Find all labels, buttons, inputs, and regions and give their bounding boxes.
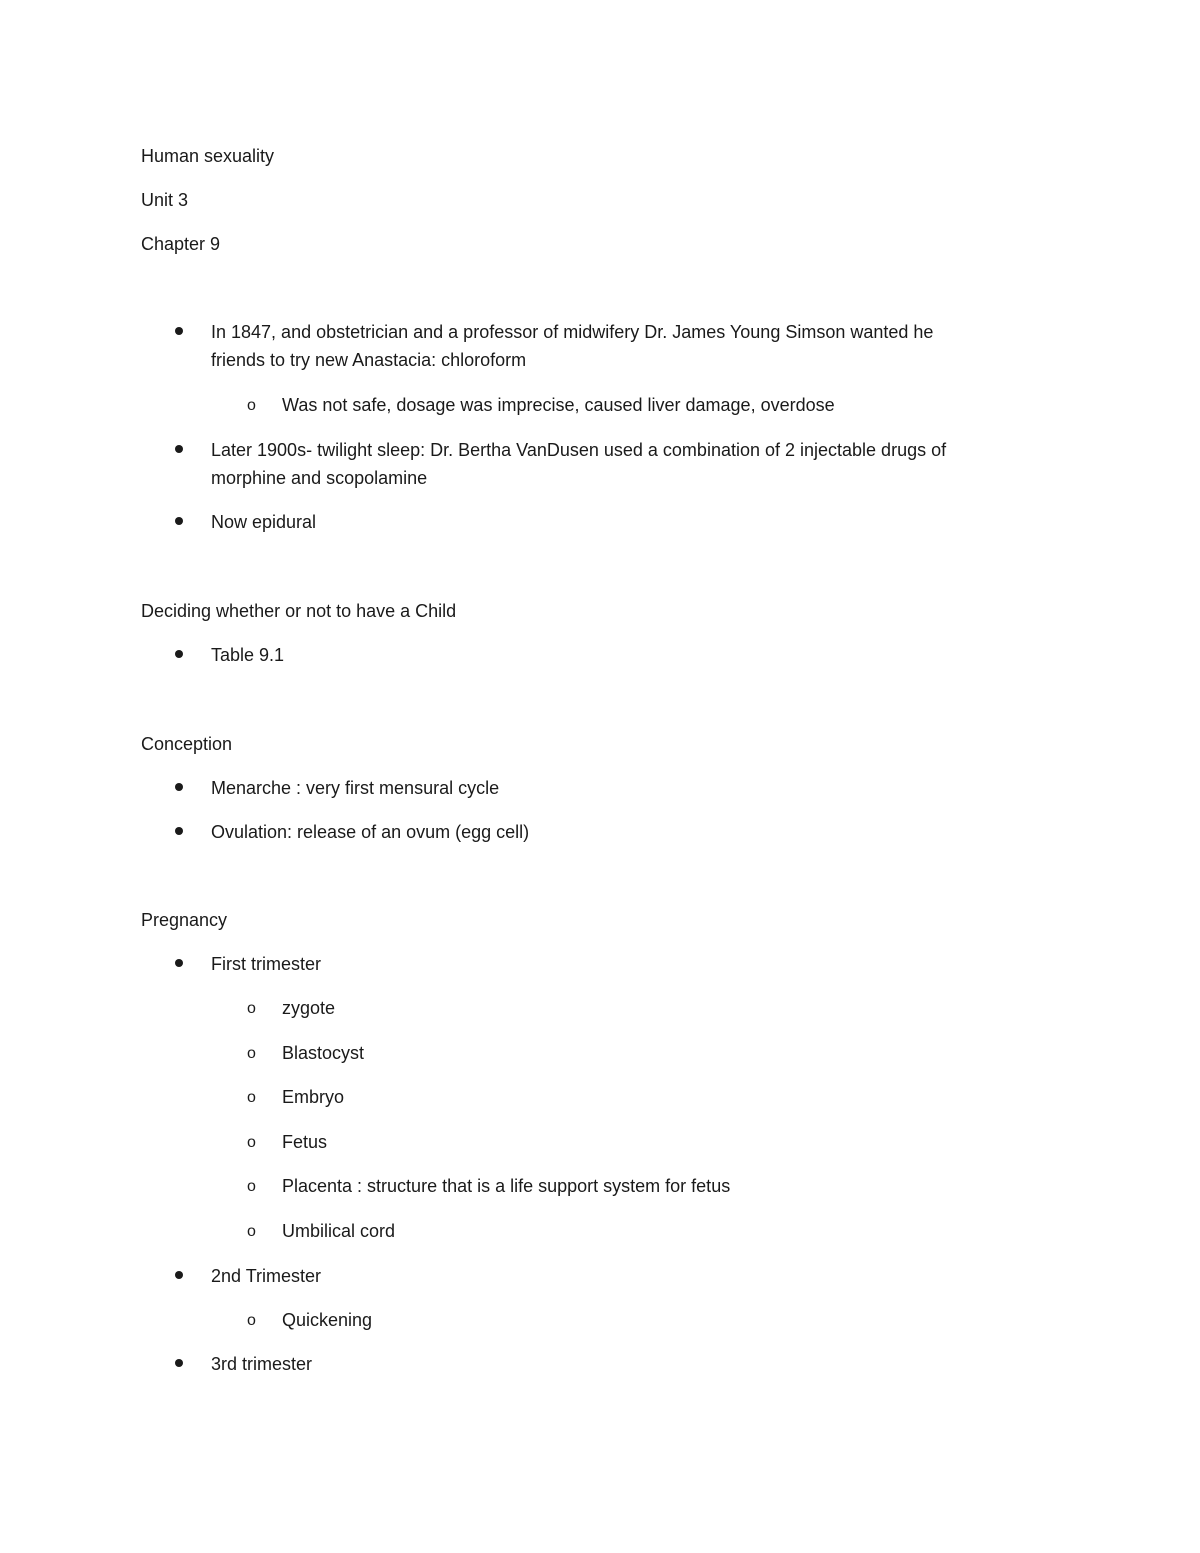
- sub-bullet-marker: o: [247, 1134, 256, 1151]
- bullet-marker: [175, 827, 183, 835]
- sub-bullet-marker: o: [247, 1178, 256, 1195]
- first-trimester-sub-5: Placenta : structure that is a life support system for fetus: [282, 1176, 731, 1196]
- deciding-item-1: Table 9.1: [211, 645, 285, 665]
- intro-item-2-line-2: morphine and scopolamine: [211, 468, 428, 488]
- first-trimester-sub-6: Umbilical cord: [282, 1221, 396, 1241]
- sub-bullet-marker: o: [247, 1045, 256, 1062]
- document-title: Human sexuality: [141, 146, 275, 166]
- intro-item-3: Now epidural: [211, 512, 317, 532]
- intro-item-1-sub-1: Was not safe, dosage was imprecise, caused liver damage, overdose: [282, 395, 835, 415]
- pregnancy-third-trimester: 3rd trimester: [211, 1354, 313, 1374]
- sub-bullet-marker: o: [247, 397, 256, 414]
- section-heading-deciding: Deciding whether or not to have a Child: [141, 601, 457, 621]
- bullet-marker: [175, 959, 183, 967]
- first-trimester-sub-2: Blastocyst: [282, 1043, 365, 1063]
- bullet-marker: [175, 327, 183, 335]
- bullet-marker: [175, 650, 183, 658]
- sub-bullet-marker: o: [247, 1223, 256, 1240]
- bullet-marker: [175, 517, 183, 525]
- sub-bullet-marker: o: [247, 1312, 256, 1329]
- chapter-label: Chapter 9: [141, 234, 221, 254]
- bullet-marker: [175, 1359, 183, 1367]
- first-trimester-sub-3: Embryo: [282, 1087, 345, 1107]
- bullet-marker: [175, 1271, 183, 1279]
- pregnancy-first-trimester: First trimester: [211, 954, 321, 974]
- sub-bullet-marker: o: [247, 1089, 256, 1106]
- conception-item-1: Menarche : very first mensural cycle: [211, 778, 500, 798]
- sub-bullet-marker: o: [247, 1000, 256, 1017]
- intro-item-1-line-2: friends to try new Anastacia: chloroform: [211, 350, 527, 370]
- pregnancy-second-trimester: 2nd Trimester: [211, 1266, 322, 1286]
- section-heading-pregnancy: Pregnancy: [141, 910, 228, 930]
- intro-item-1-line-1: In 1847, and obstetrician and a professor of midwifery Dr. James Young Simson wanted he: [211, 322, 934, 342]
- intro-item-2-line-1: Later 1900s- twilight sleep: Dr. Bertha VanDusen used a combination of 2 injectable drugs of: [211, 440, 947, 460]
- bullet-marker: [175, 783, 183, 791]
- first-trimester-sub-4: Fetus: [282, 1132, 328, 1152]
- second-trimester-sub-1: Quickening: [282, 1310, 373, 1330]
- first-trimester-sub-1: zygote: [282, 998, 336, 1018]
- section-heading-conception: Conception: [141, 734, 233, 754]
- conception-item-2: Ovulation: release of an ovum (egg cell): [211, 822, 530, 842]
- bullet-marker: [175, 445, 183, 453]
- unit-label: Unit 3: [141, 190, 189, 210]
